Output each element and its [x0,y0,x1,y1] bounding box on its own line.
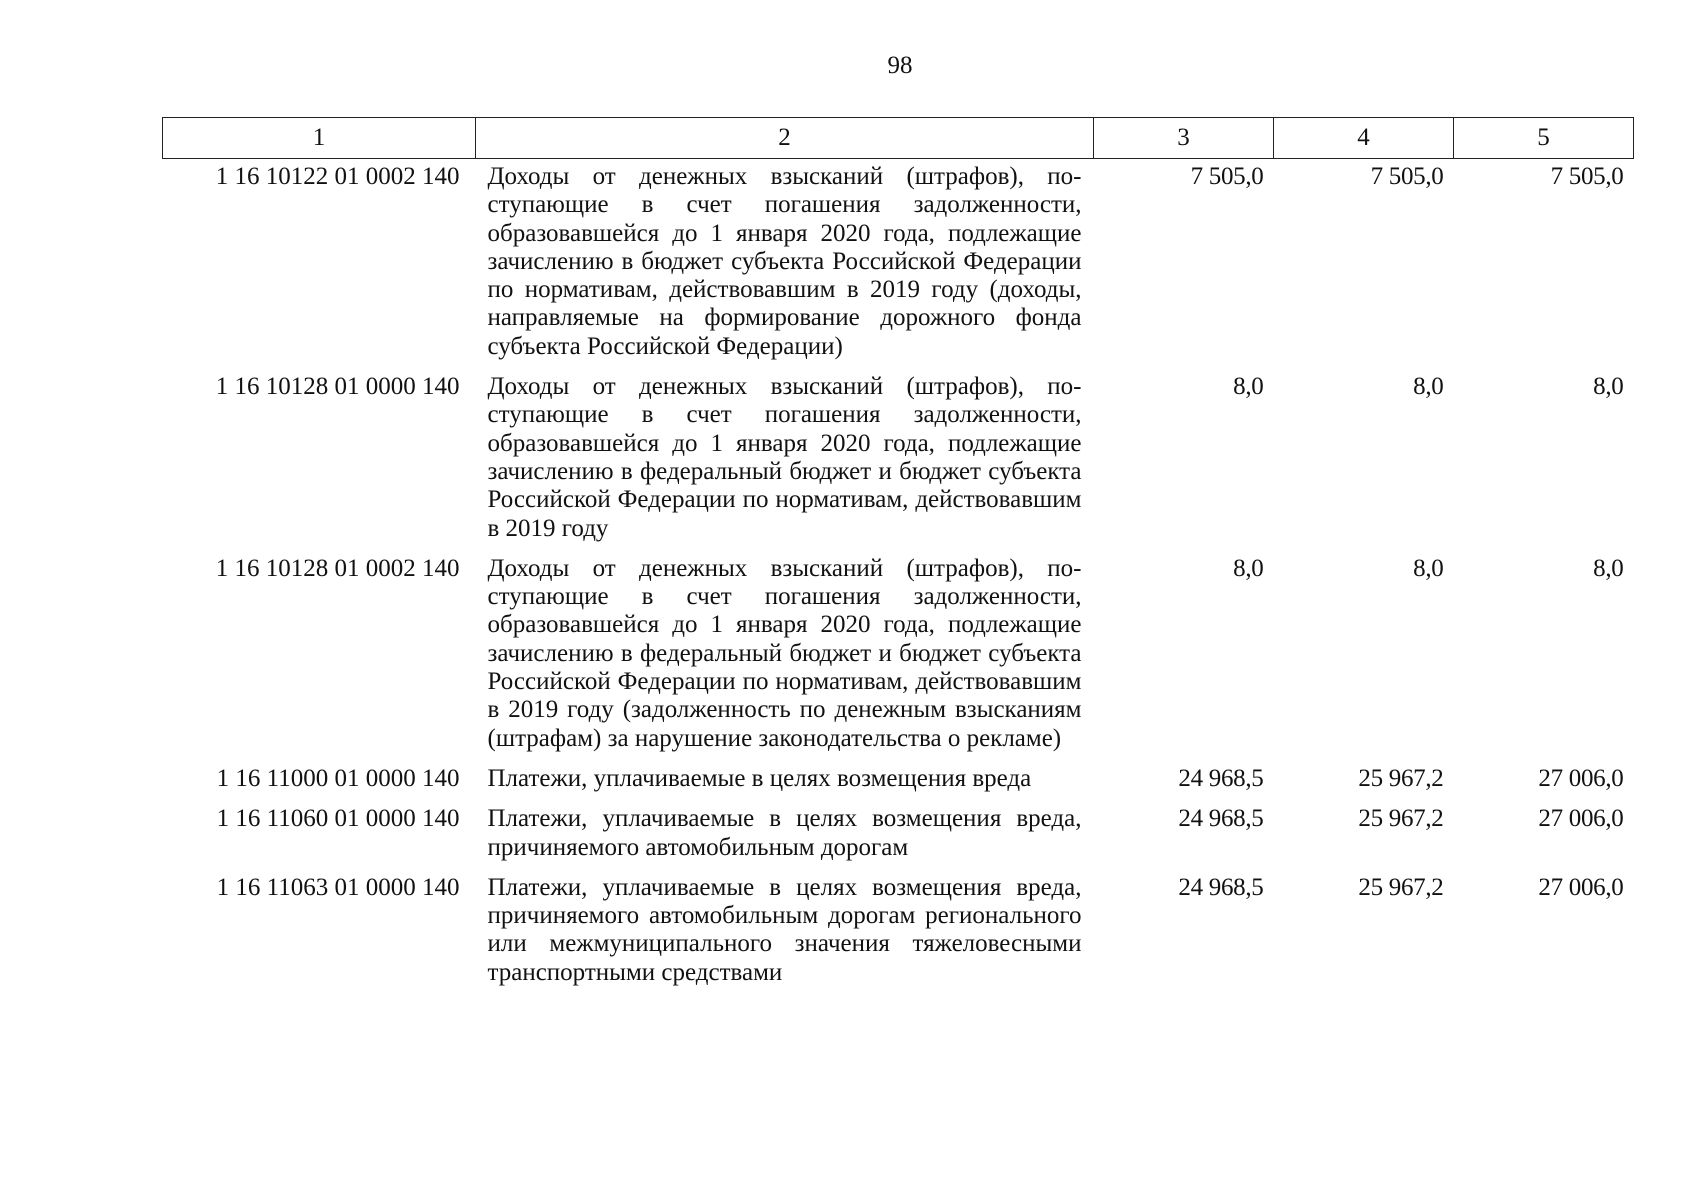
income-description: Платежи, уплачиваемые в целях возмещения вреда [487,764,1032,792]
income-description: Платежи, уплачиваемые в целях возмещения вреда, причиняемого автомобильным дорогам регионального или межмуниципального значения тяжеловесными транспортными средствами [487,873,1082,986]
budget-code: 1 16 10122 01 0002 140 [215,163,460,190]
income-description: Платежи, уплачиваемые в целях возмещения вреда, причиняемого автомобильным дорогам [487,805,1082,861]
budget-code: 1 16 10128 01 0002 140 [215,554,460,582]
amount-col-4: 25 967,2 [1358,764,1444,792]
budget-code: 1 16 11060 01 0000 140 [216,805,460,833]
amount-col-5: 8,0 [1593,373,1624,401]
budget-code: 1 16 10128 01 0000 140 [215,373,460,401]
table-row [163,757,1634,797]
header-col-3: 3 [1094,118,1274,159]
budget-table [162,117,1634,991]
amount-col-3: 7 505,0 [1190,163,1264,190]
page-number: 98 [887,52,913,79]
table-row [163,365,1634,547]
table-body [163,159,1634,992]
header-col-5: 5 [1454,118,1634,159]
budget-code: 1 16 11063 01 0000 140 [216,873,460,901]
income-description: Доходы от денежных взысканий (штрафов), поступающие в счет погашения задолженности, образовавшейся до 1 января 2020 года, подлежащие зачислению в федеральный бюджет и бюджет субъекта Российской Федерации по нормативам, действовавшим в 2019 году (задолженность по денежным взысканиям (штрафам) за нарушение законодательства о рекламе) [487,554,1082,752]
amount-col-4: 8,0 [1413,554,1444,582]
table-header [163,118,1634,159]
amount-col-4: 8,0 [1413,373,1444,401]
amount-col-5: 27 006,0 [1538,873,1624,901]
amount-col-3: 24 968,5 [1178,764,1264,792]
header-row [163,118,1634,159]
amount-col-5: 27 006,0 [1538,805,1624,833]
table-row [163,159,1634,366]
income-description: Доходы от денежных взысканий (штрафов), поступающие в счет погашения задолженности, образовавшейся до 1 января 2020 года, подлежащие зачислению в бюджет субъекта Российской Федерации по нормативам, действовавшим в 2019 году (доходы, направляемые на формирование дорожного фонда субъекта Российской Федерации) [487,163,1082,360]
amount-col-3: 8,0 [1233,554,1264,582]
header-col-2: 2 [476,118,1094,159]
header-col-4: 4 [1274,118,1454,159]
amount-col-4: 25 967,2 [1358,805,1444,833]
amount-col-3: 8,0 [1233,373,1264,401]
table-row [163,797,1634,866]
amount-col-3: 24 968,5 [1178,873,1264,901]
income-description: Доходы от денежных взысканий (штрафов), поступающие в счет погашения задолженности, образовавшейся до 1 января 2020 года, подлежащие зачислению в федеральный бюджет и бюджет субъекта Российской Федерации по нормативам, действовавшим в 2019 году [487,373,1082,542]
amount-col-3: 24 968,5 [1178,805,1264,833]
table-row [163,866,1634,991]
header-col-1: 1 [163,118,476,159]
amount-col-5: 8,0 [1593,554,1624,582]
amount-col-4: 25 967,2 [1358,873,1444,901]
amount-col-5: 27 006,0 [1538,764,1624,792]
amount-col-5: 7 505,0 [1550,163,1624,190]
amount-col-4: 7 505,0 [1370,163,1444,190]
budget-code: 1 16 11000 01 0000 140 [216,764,460,792]
table-row [163,547,1634,757]
